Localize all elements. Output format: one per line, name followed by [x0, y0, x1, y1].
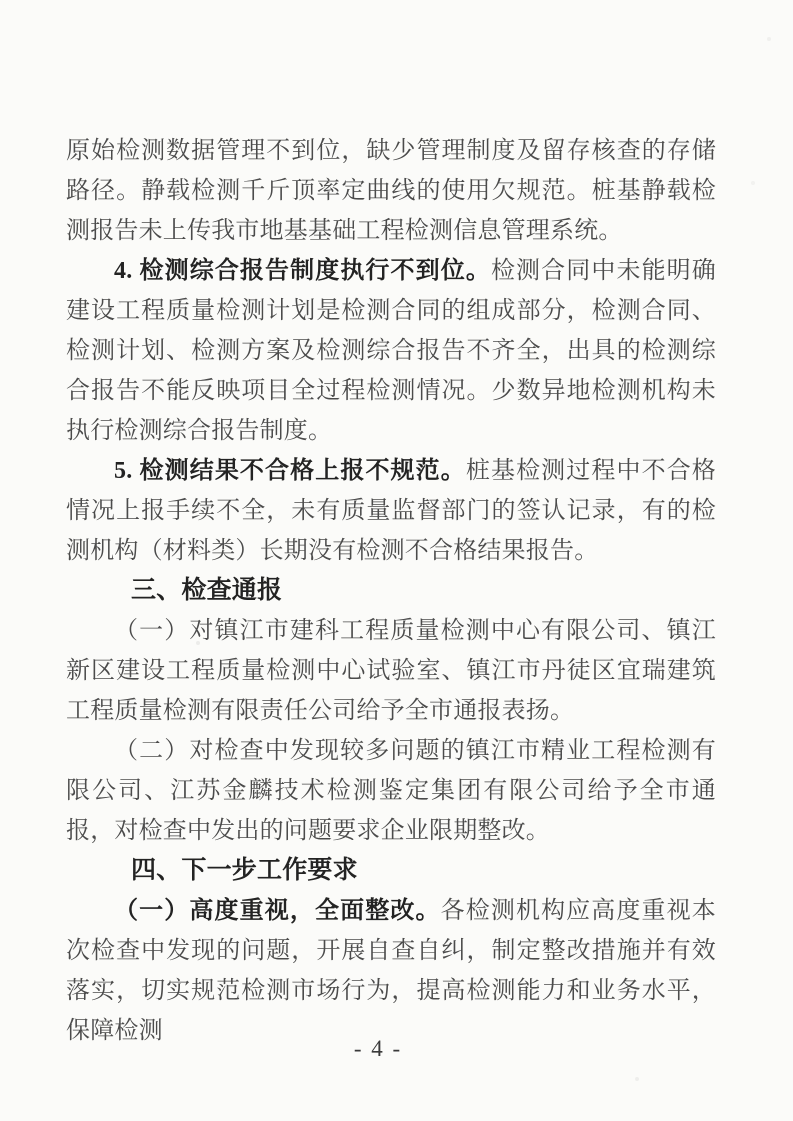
section-heading-3: [66, 571, 716, 611]
paragraph-item-5-bold-lead: 5. 检测结果不合格上报不规范。: [114, 458, 466, 484]
section-heading-4-text: 四、下一步工作要求: [131, 857, 358, 884]
paragraph-item-4-bold-lead: 4. 检测综合报告制度执行不到位。: [114, 258, 491, 284]
paragraph-continuation: [66, 131, 716, 251]
paragraph-requirement-1-bold-lead: （一）高度重视，全面整改。: [114, 898, 441, 924]
document-text-column: [66, 131, 716, 1051]
paragraph-requirement-1-text: 各检测机构应高度重视本次检查中发现的问题，开展自查自纠，制定整改措施并有效落实，切实规范检测市场行为，提高检测能力和业务水平，保障检测: [66, 898, 716, 1044]
paragraph-notice-criticize: [66, 731, 716, 851]
paragraph-requirement-1: [66, 891, 716, 1051]
section-heading-3-text: 三、检查通报: [131, 577, 283, 604]
paragraph-item-4: [66, 251, 716, 451]
paragraph-item-5: [66, 451, 716, 571]
paragraph-item-5-text: 桩基检测过程中不合格情况上报手续不全，未有质量监督部门的签认记录，有的检测机构（材料类）长期没有检测不合格结果报告。: [66, 458, 716, 564]
page-number: - 4 -: [353, 1036, 403, 1061]
paragraph-notice-commend-text: （一）对镇江市建科工程质量检测中心有限公司、镇江新区建设工程质量检测中心试验室、镇江市丹徒区宜瑞建筑工程质量检测有限责任公司给予全市通报表扬。: [66, 618, 716, 724]
paragraph-continuation-text: 原始检测数据管理不到位，缺少管理制度及留存核查的存储路径。静载检测千斤顶率定曲线的使用欠规范。桩基静载检测报告未上传我市地基基础工程检测信息管理系统。: [66, 138, 716, 244]
paragraph-notice-commend: [66, 611, 716, 731]
paragraph-notice-criticize-text: （二）对检查中发现较多问题的镇江市精业工程检测有限公司、江苏金麟技术检测鉴定集团有限公司给予全市通报，对检查中发出的问题要求企业限期整改。: [66, 738, 716, 844]
section-heading-4: [66, 851, 716, 891]
paragraph-item-4-text: 检测合同中未能明确建设工程质量检测计划是检测合同的组成部分，检测合同、检测计划、检测方案及检测综合报告不齐全，出具的检测综合报告不能反映项目全过程检测情况。少数异地检测机构未执行检测综合报告制度。: [66, 258, 716, 444]
scan-noise-specks: [0, 0, 2, 2]
